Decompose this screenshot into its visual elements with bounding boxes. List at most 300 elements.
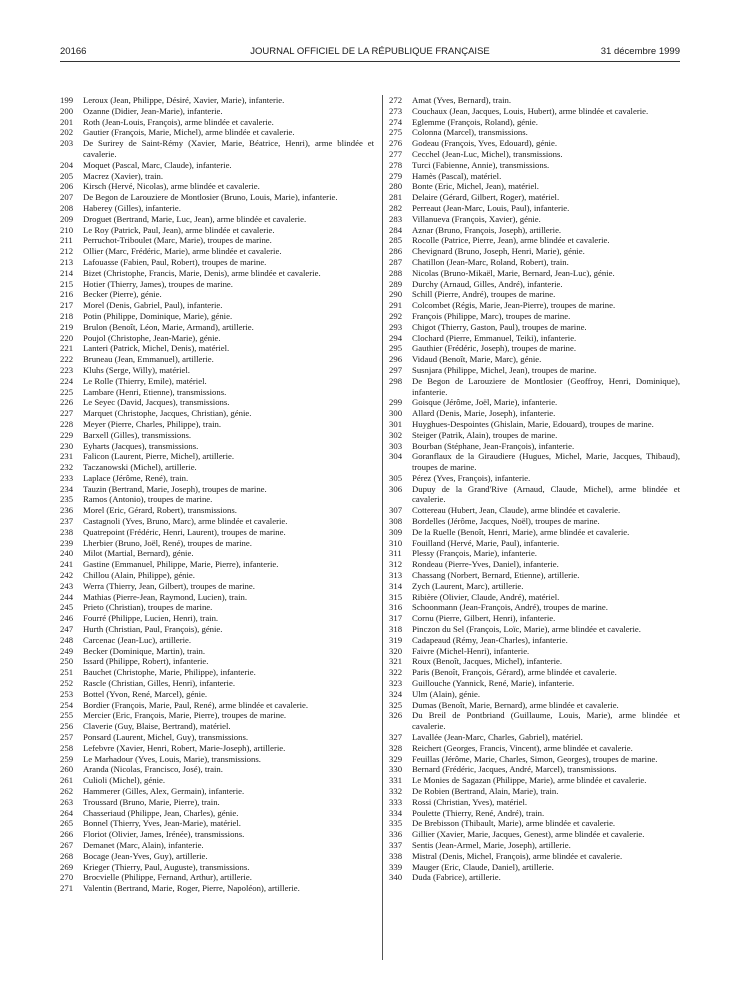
entry-text: Schill (Pierre, André), troupes de marine. bbox=[412, 289, 556, 300]
list-entry bbox=[389, 527, 680, 538]
list-entry bbox=[389, 700, 680, 711]
entry-number: 221 bbox=[60, 343, 74, 354]
entry-text: Ponsard (Laurent, Michel, Guy), transmissions. bbox=[83, 732, 249, 743]
list-entry bbox=[389, 181, 680, 192]
entry-number: 201 bbox=[60, 116, 74, 127]
list-entry bbox=[60, 430, 374, 441]
entry-number: 252 bbox=[60, 678, 74, 689]
list-entry bbox=[389, 225, 680, 236]
entry-text: Becker (Pierre), génie. bbox=[83, 289, 162, 300]
entry-text: Ribière (Olivier, Claude, André), matériel. bbox=[412, 591, 560, 602]
list-entry bbox=[60, 387, 374, 398]
list-entry bbox=[60, 505, 374, 516]
entry-number: 249 bbox=[60, 645, 74, 656]
entry-number: 317 bbox=[389, 613, 403, 624]
entry-text: Bonnel (Thierry, Yves, Jean-Marie), matériel. bbox=[83, 818, 241, 829]
list-entry bbox=[60, 710, 374, 721]
entry-text: Godeau (François, Yves, Edouard), génie. bbox=[412, 138, 558, 149]
entry-text: Brulon (Benoît, Léon, Marie, Armand), artillerie. bbox=[83, 321, 254, 332]
entry-text: Troussard (Bruno, Marie, Pierre), train. bbox=[83, 796, 220, 807]
list-entry bbox=[60, 851, 374, 862]
list-entry bbox=[60, 268, 374, 279]
list-entry bbox=[389, 192, 680, 203]
list-entry bbox=[60, 559, 374, 570]
entry-text: Morel (Denis, Gabriel, Paul), infanterie. bbox=[83, 300, 223, 311]
entry-text: Mercier (Eric, François, Marie, Pierre), troupes de marine. bbox=[83, 710, 287, 721]
list-entry bbox=[60, 214, 374, 225]
entry-number: 238 bbox=[60, 526, 74, 537]
entry-text: Bocage (Jean-Yves, Guy), artillerie. bbox=[83, 850, 208, 861]
list-entry bbox=[389, 311, 680, 322]
entry-number: 305 bbox=[389, 472, 403, 483]
entry-text: Hotier (Thierry, James), troupes de marine. bbox=[83, 278, 233, 289]
list-entry bbox=[389, 646, 680, 657]
entry-text: Issard (Philippe, Robert), infanterie. bbox=[83, 656, 209, 667]
entry-text: Bottel (Yvon, René, Marcel), génie. bbox=[83, 688, 208, 699]
list-entry bbox=[389, 851, 680, 862]
entry-number: 292 bbox=[389, 310, 403, 321]
entry-number: 306 bbox=[389, 483, 403, 494]
list-entry bbox=[60, 743, 374, 754]
entry-number: 299 bbox=[389, 397, 403, 408]
entry-text: Eglemme (François, Roland), génie. bbox=[412, 116, 538, 127]
list-entry bbox=[60, 397, 374, 408]
entry-number: 260 bbox=[60, 764, 74, 775]
list-entry bbox=[389, 656, 680, 667]
entry-text: Demanet (Marc, Alain), infanterie. bbox=[83, 839, 204, 850]
list-entry bbox=[60, 419, 374, 430]
list-entry bbox=[60, 311, 374, 322]
entry-text: Meyer (Pierre, Charles, Philippe), train. bbox=[83, 418, 221, 429]
entry-text: Droguet (Bertrand, Marie, Luc, Jean), arme blindée et cavalerie. bbox=[83, 213, 307, 224]
entry-text: Rondeau (Pierre-Yves, Daniel), infanterie. bbox=[412, 559, 559, 570]
entry-number: 295 bbox=[389, 343, 403, 354]
entry-number: 329 bbox=[389, 753, 403, 764]
list-entry bbox=[389, 408, 680, 419]
list-entry bbox=[389, 602, 680, 613]
entry-text: Poujol (Christophe, Jean-Marie), génie. bbox=[83, 332, 221, 343]
entry-number: 331 bbox=[389, 775, 403, 786]
entry-number: 231 bbox=[60, 451, 74, 462]
entry-number: 258 bbox=[60, 742, 74, 753]
entry-text: Ozanne (Didier, Jean-Marie), infanterie. bbox=[83, 105, 223, 116]
entry-number: 227 bbox=[60, 408, 74, 419]
entry-number: 289 bbox=[389, 278, 403, 289]
list-entry bbox=[60, 257, 374, 268]
list-entry bbox=[60, 246, 374, 257]
entry-text: Cornu (Pierre, Gilbert, Henri), infanterie. bbox=[412, 613, 556, 624]
entry-number: 250 bbox=[60, 656, 74, 667]
entry-number: 302 bbox=[389, 429, 403, 440]
list-entry bbox=[389, 743, 680, 754]
list-entry bbox=[60, 516, 374, 527]
list-entry bbox=[389, 322, 680, 333]
entry-number: 241 bbox=[60, 559, 74, 570]
entry-text: Culioli (Michel), génie. bbox=[83, 775, 166, 786]
entry-number: 234 bbox=[60, 483, 74, 494]
entry-text: Barxell (Gilles), transmissions. bbox=[83, 429, 192, 440]
entry-text: François (Philippe, Marc), troupes de marine. bbox=[412, 310, 571, 321]
entry-number: 313 bbox=[389, 570, 403, 581]
entry-text: Bernard (Frédéric, Jacques, André, Marcel), transmissions. bbox=[412, 764, 617, 775]
list-entry bbox=[389, 160, 680, 171]
entry-text: De Surirey de Saint-Rémy (Xavier, Marie, Béatrice, Henri), arme blindée et cavalerie. bbox=[83, 138, 374, 159]
list-entry bbox=[60, 656, 374, 667]
entry-text: Durchy (Arnaud, Gilles, André), infanterie. bbox=[412, 278, 563, 289]
entry-text: Clochard (Pierre, Emmanuel, Teiki), infanterie. bbox=[412, 332, 577, 343]
list-entry bbox=[60, 160, 374, 171]
list-entry bbox=[60, 635, 374, 646]
header-rule bbox=[60, 61, 680, 62]
entry-text: Colonna (Marcel), transmissions. bbox=[412, 127, 528, 138]
entry-text: Pérez (Yves, François), infanterie. bbox=[412, 472, 531, 483]
entry-text: Vidaud (Benoît, Marie, Marc), génie. bbox=[412, 354, 542, 365]
list-entry bbox=[60, 376, 374, 387]
entry-text: Schoonmann (Jean-François, André), troupes de marine. bbox=[412, 602, 608, 613]
entry-text: Mistral (Denis, Michel, François), arme blindée et cavalerie. bbox=[412, 850, 623, 861]
list-entry bbox=[389, 441, 680, 452]
entry-number: 314 bbox=[389, 580, 403, 591]
list-entry bbox=[389, 624, 680, 635]
list-entry bbox=[60, 872, 374, 883]
list-entry bbox=[60, 646, 374, 657]
list-entry bbox=[389, 257, 680, 268]
entry-number: 286 bbox=[389, 246, 403, 257]
entry-text: Delaire (Gérard, Gilbert, Roger), matériel. bbox=[412, 192, 560, 203]
entry-text: Mathias (Pierre-Jean, Raymond, Lucien), train. bbox=[83, 591, 248, 602]
entry-number: 232 bbox=[60, 462, 74, 473]
entry-text: Du Breil de Pontbriand (Guillaume, Louis, Marie), arme blindée et cavalerie. bbox=[412, 710, 680, 732]
list-entry bbox=[389, 775, 680, 786]
entry-number: 204 bbox=[60, 159, 74, 170]
page-number: 20166 bbox=[60, 46, 87, 57]
entry-number: 263 bbox=[60, 796, 74, 807]
entry-number: 210 bbox=[60, 224, 74, 235]
entry-text: Kirsch (Hervé, Nicolas), arme blindée et cavalerie. bbox=[83, 181, 260, 192]
entry-text: Duda (Fabrice), artillerie. bbox=[412, 872, 501, 883]
entry-number: 274 bbox=[389, 116, 403, 127]
list-entry bbox=[60, 527, 374, 538]
list-entry bbox=[389, 505, 680, 516]
entry-number: 254 bbox=[60, 699, 74, 710]
entry-number: 273 bbox=[389, 105, 403, 116]
list-entry bbox=[389, 797, 680, 808]
entry-number: 322 bbox=[389, 667, 403, 678]
list-entry bbox=[60, 570, 374, 581]
entry-text: Ramos (Antonio), troupes de marine. bbox=[83, 494, 213, 505]
entry-number: 264 bbox=[60, 807, 74, 818]
entry-text: Dumas (Benoît, Marie, Bernard), arme blindée et cavalerie. bbox=[412, 699, 619, 710]
entry-text: Zych (Laurent, Marc), artillerie. bbox=[412, 580, 524, 591]
entry-number: 211 bbox=[60, 235, 73, 246]
entry-text: Le Marhadour (Yves, Louis, Marie), transmissions. bbox=[83, 753, 261, 764]
list-entry bbox=[389, 538, 680, 549]
entry-text: Gautier (François, Marie, Michel), arme blindée et cavalerie. bbox=[83, 127, 295, 138]
entry-text: Valentin (Bertrand, Marie, Roger, Pierre, Napoléon), artillerie. bbox=[83, 883, 300, 894]
entry-text: Gauthier (Frédéric, Joseph), troupes de marine. bbox=[412, 343, 577, 354]
entry-text: Faivre (Michel-Henri), infanterie. bbox=[412, 645, 530, 656]
entry-text: Guillouche (Yannick, René, Marie), infanterie. bbox=[412, 678, 575, 689]
entry-number: 326 bbox=[389, 710, 403, 721]
entry-number: 291 bbox=[389, 300, 403, 311]
entry-text: Moquet (Pascal, Marc, Claude), infanterie. bbox=[83, 159, 232, 170]
entry-number: 224 bbox=[60, 375, 74, 386]
list-entry bbox=[389, 570, 680, 581]
entry-text: Aznar (Bruno, François, Joseph), artillerie. bbox=[412, 224, 562, 235]
entry-text: Le Monies de Sagazan (Philippe, Marie), arme blindée et cavalerie. bbox=[412, 775, 647, 786]
list-entry bbox=[60, 494, 374, 505]
list-entry bbox=[389, 862, 680, 873]
list-entry bbox=[60, 127, 374, 138]
entry-text: Nicolas (Bruno-Mikaël, Marie, Bernard, Jean-Luc), génie. bbox=[412, 267, 615, 278]
entry-text: Brocvielle (Philippe, Fernand, Arthur), artillerie. bbox=[83, 872, 252, 883]
entry-text: Lanteri (Patrick, Michel, Denis), matériel. bbox=[83, 343, 230, 354]
entry-number: 309 bbox=[389, 526, 403, 537]
list-entry bbox=[389, 484, 680, 506]
list-entry bbox=[60, 883, 374, 894]
list-entry bbox=[389, 840, 680, 851]
list-entry bbox=[389, 354, 680, 365]
entry-text: Hurth (Christian, Paul, François), génie. bbox=[83, 624, 223, 635]
list-entry bbox=[60, 484, 374, 495]
entry-number: 229 bbox=[60, 429, 74, 440]
list-entry bbox=[60, 300, 374, 311]
entry-number: 333 bbox=[389, 796, 403, 807]
entry-number: 337 bbox=[389, 839, 403, 850]
entry-text: Aranda (Nicolas, Francisco, José), train. bbox=[83, 764, 223, 775]
entry-number: 294 bbox=[389, 332, 403, 343]
entry-number: 283 bbox=[389, 213, 403, 224]
list-entry bbox=[60, 689, 374, 700]
entry-number: 320 bbox=[389, 645, 403, 656]
entry-number: 311 bbox=[389, 548, 402, 559]
entry-text: Sentis (Jean-Armel, Marie, Joseph), artillerie. bbox=[412, 839, 571, 850]
entry-text: Potin (Philippe, Dominique, Marie), génie. bbox=[83, 310, 233, 321]
page-header bbox=[60, 46, 680, 60]
entry-text: Quatrepoint (Frédéric, Henri, Laurent), troupes de marine. bbox=[83, 526, 286, 537]
list-entry bbox=[60, 602, 374, 613]
list-entry bbox=[60, 289, 374, 300]
entry-number: 277 bbox=[389, 148, 403, 159]
entry-number: 268 bbox=[60, 850, 74, 861]
list-entry bbox=[389, 451, 680, 473]
entry-number: 335 bbox=[389, 818, 403, 829]
entry-text: Lafouasse (Fabien, Paul, Robert), troupes de marine. bbox=[83, 256, 267, 267]
entry-number: 340 bbox=[389, 872, 403, 883]
entry-number: 240 bbox=[60, 548, 74, 559]
entry-number: 284 bbox=[389, 224, 403, 235]
entry-text: Falicon (Laurent, Pierre, Michel), artillerie. bbox=[83, 451, 235, 462]
entry-number: 205 bbox=[60, 170, 74, 181]
list-entry bbox=[389, 613, 680, 624]
list-entry bbox=[389, 95, 680, 106]
entry-text: Chasseriaud (Philippe, Jean, Charles), génie. bbox=[83, 807, 239, 818]
list-entry bbox=[389, 268, 680, 279]
entry-text: Plessy (François, Marie), infanterie. bbox=[412, 548, 537, 559]
entry-text: De Begon de Larouziere de Montlosier (Geoffroy, Henri, Dominique), infanterie. bbox=[412, 375, 680, 397]
list-entry bbox=[60, 808, 374, 819]
entry-text: Lherbier (Bruno, Joël, René), troupes de marine. bbox=[83, 537, 252, 548]
entry-text: Werra (Thierry, Jean, Gilbert), troupes de marine. bbox=[83, 580, 255, 591]
list-entry bbox=[389, 343, 680, 354]
entry-number: 255 bbox=[60, 710, 74, 721]
entry-number: 253 bbox=[60, 688, 74, 699]
entry-number: 293 bbox=[389, 321, 403, 332]
entry-number: 339 bbox=[389, 861, 403, 872]
entry-number: 307 bbox=[389, 505, 403, 516]
list-entry bbox=[389, 516, 680, 527]
entry-text: Fourré (Philippe, Lucien, Henri), train. bbox=[83, 613, 219, 624]
entry-number: 328 bbox=[389, 742, 403, 753]
entry-number: 279 bbox=[389, 170, 403, 181]
entry-number: 325 bbox=[389, 699, 403, 710]
entry-number: 269 bbox=[60, 861, 74, 872]
list-entry bbox=[389, 279, 680, 290]
list-entry bbox=[60, 333, 374, 344]
entry-text: Macrez (Xavier), train. bbox=[83, 170, 164, 181]
entry-text: Cottereau (Hubert, Jean, Claude), arme blindée et cavalerie. bbox=[412, 505, 621, 516]
entry-number: 304 bbox=[389, 451, 403, 462]
list-entry bbox=[389, 106, 680, 117]
entry-text: Bonte (Eric, Michel, Jean), matériel. bbox=[412, 181, 539, 192]
entry-number: 245 bbox=[60, 602, 74, 613]
entry-number: 209 bbox=[60, 213, 74, 224]
list-entry bbox=[60, 829, 374, 840]
list-entry bbox=[60, 548, 374, 559]
entry-text: Prieto (Christian), troupes de marine. bbox=[83, 602, 213, 613]
entry-number: 308 bbox=[389, 516, 403, 527]
entry-text: Eyharts (Jacques), transmissions. bbox=[83, 440, 199, 451]
entry-text: Cecchel (Jean-Luc, Michel), transmissions. bbox=[412, 148, 563, 159]
entry-number: 261 bbox=[60, 775, 74, 786]
entry-text: Rossi (Christian, Yves), matériel. bbox=[412, 796, 528, 807]
entry-number: 271 bbox=[60, 883, 74, 894]
right-column bbox=[389, 95, 680, 883]
entry-number: 312 bbox=[389, 559, 403, 570]
entry-text: Krieger (Thierry, Paul, Auguste), transmissions. bbox=[83, 861, 250, 872]
entry-number: 219 bbox=[60, 321, 74, 332]
entry-number: 256 bbox=[60, 721, 74, 732]
entry-number: 281 bbox=[389, 192, 403, 203]
entry-text: Lavallée (Jean-Marc, Charles, Gabriel), matériel. bbox=[412, 732, 583, 743]
list-entry bbox=[389, 667, 680, 678]
entry-number: 267 bbox=[60, 839, 74, 850]
entry-number: 323 bbox=[389, 678, 403, 689]
entry-text: Bordier (François, Marie, Paul, René), arme blindée et cavalerie. bbox=[83, 699, 309, 710]
entry-number: 206 bbox=[60, 181, 74, 192]
entry-text: Lefebvre (Xavier, Henri, Robert, Marie-Joseph), artillerie. bbox=[83, 742, 286, 753]
entry-text: Fouilland (Hervé, Marie, Paul), infanterie. bbox=[412, 537, 560, 548]
entry-text: Chassang (Norbert, Bernard, Etienne), artillerie. bbox=[412, 570, 580, 581]
entry-number: 223 bbox=[60, 364, 74, 375]
list-entry bbox=[389, 397, 680, 408]
issue-date: 31 décembre 1999 bbox=[600, 46, 680, 57]
entry-number: 236 bbox=[60, 505, 74, 516]
entry-number: 285 bbox=[389, 235, 403, 246]
list-entry bbox=[389, 581, 680, 592]
entry-number: 266 bbox=[60, 829, 74, 840]
entry-number: 324 bbox=[389, 688, 403, 699]
entry-text: Bordelles (Jérôme, Jacques, Noël), troupes de marine. bbox=[412, 516, 600, 527]
entry-number: 226 bbox=[60, 397, 74, 408]
list-entry bbox=[60, 192, 374, 203]
list-entry bbox=[389, 203, 680, 214]
entry-number: 301 bbox=[389, 418, 403, 429]
entry-number: 243 bbox=[60, 580, 74, 591]
entry-number: 215 bbox=[60, 278, 74, 289]
list-entry bbox=[389, 818, 680, 829]
list-entry bbox=[60, 365, 374, 376]
entry-number: 338 bbox=[389, 850, 403, 861]
list-entry bbox=[60, 235, 374, 246]
entry-number: 214 bbox=[60, 267, 74, 278]
list-entry bbox=[389, 300, 680, 311]
entry-number: 318 bbox=[389, 624, 403, 635]
entry-text: Ollier (Marc, Frédéric, Marie), arme blindée et cavalerie. bbox=[83, 246, 282, 257]
list-entry bbox=[60, 225, 374, 236]
list-entry bbox=[60, 678, 374, 689]
entry-text: Kluhs (Serge, Willy), matériel. bbox=[83, 364, 190, 375]
entry-text: Roux (Benoît, Jacques, Michel), infanterie. bbox=[412, 656, 563, 667]
list-entry bbox=[60, 775, 374, 786]
list-entry bbox=[389, 171, 680, 182]
entry-number: 246 bbox=[60, 613, 74, 624]
entry-text: Bizet (Christophe, Francis, Marie, Denis), arme blindée et cavalerie. bbox=[83, 267, 321, 278]
entry-number: 228 bbox=[60, 418, 74, 429]
entry-number: 230 bbox=[60, 440, 74, 451]
entry-text: Roth (Jean-Louis, François), arme blindée et cavalerie. bbox=[83, 116, 274, 127]
list-entry bbox=[389, 829, 680, 840]
entry-text: Haberey (Gilles), infanterie. bbox=[83, 202, 181, 213]
entry-number: 290 bbox=[389, 289, 403, 300]
list-entry bbox=[60, 408, 374, 419]
entry-text: Le Seyec (David, Jacques), transmissions. bbox=[83, 397, 230, 408]
entry-text: Susnjara (Philippe, Michel, Jean), troupes de marine. bbox=[412, 364, 597, 375]
list-entry bbox=[389, 732, 680, 743]
list-entry bbox=[60, 786, 374, 797]
list-entry bbox=[60, 797, 374, 808]
entry-text: Bauchet (Christophe, Marie, Philippe), infanterie. bbox=[83, 667, 256, 678]
entry-number: 225 bbox=[60, 386, 74, 397]
list-entry bbox=[389, 138, 680, 149]
entry-number: 262 bbox=[60, 786, 74, 796]
entry-text: Allard (Denis, Marie, Joseph), infanterie. bbox=[412, 408, 556, 419]
list-entry bbox=[389, 376, 680, 398]
list-entry bbox=[60, 451, 374, 462]
list-entry bbox=[389, 678, 680, 689]
entry-number: 330 bbox=[389, 764, 403, 775]
list-entry bbox=[389, 786, 680, 797]
entry-text: De Begon de Larouziere de Montlosier (Bruno, Louis, Marie), infanterie. bbox=[83, 192, 338, 203]
list-entry bbox=[60, 581, 374, 592]
entry-number: 251 bbox=[60, 667, 74, 678]
entry-text: Rocolle (Patrice, Pierre, Jean), arme blindée et cavalerie. bbox=[412, 235, 610, 246]
list-entry bbox=[60, 95, 374, 106]
list-entry bbox=[60, 818, 374, 829]
entry-text: Goranflaux de la Giraudiere (Hugues, Michel, Marie, Jacques, Thibaud), troupes de marine. bbox=[412, 451, 680, 473]
list-entry bbox=[60, 343, 374, 354]
entry-text: Turci (Fabienne, Annie), transmissions. bbox=[412, 159, 550, 170]
entry-text: Le Rolle (Thierry, Emile), matériel. bbox=[83, 375, 207, 386]
entry-number: 332 bbox=[389, 786, 403, 796]
entry-number: 199 bbox=[60, 95, 74, 105]
entry-number: 297 bbox=[389, 364, 403, 375]
list-entry bbox=[389, 548, 680, 559]
list-entry bbox=[389, 127, 680, 138]
entry-text: Pinczon du Sel (François, Loïc, Marie), arme blindée et cavalerie. bbox=[412, 624, 641, 635]
entry-text: Carcenac (Jean-Luc), artillerie. bbox=[83, 634, 192, 645]
list-entry bbox=[389, 117, 680, 128]
